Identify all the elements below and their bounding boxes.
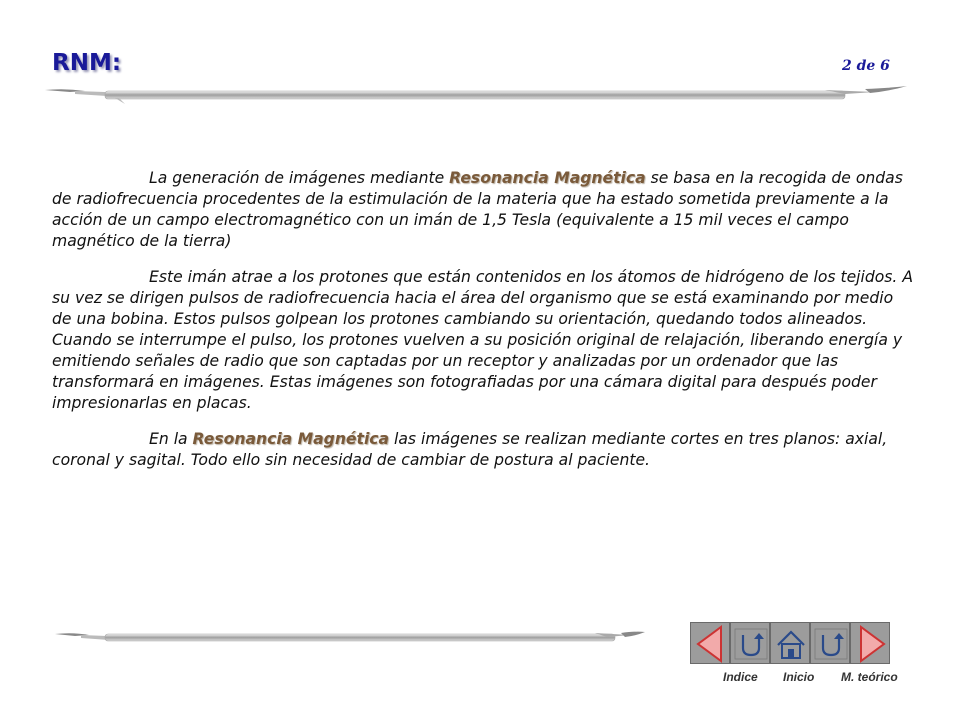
decorative-divider-bottom: [55, 626, 645, 648]
triangle-left-icon: [691, 623, 731, 665]
decorative-divider-top: [45, 84, 907, 106]
inicio-button[interactable]: [770, 622, 810, 664]
m-teorico-button[interactable]: [810, 622, 850, 664]
indice-button[interactable]: [730, 622, 770, 664]
inicio-link[interactable]: Inicio: [783, 670, 815, 684]
highlight-term: Resonancia Magnética: [449, 169, 646, 187]
page-indicator: 2 de 6: [842, 58, 890, 74]
u-turn-icon: [731, 623, 771, 665]
paragraph-1-start: La generación de imágenes mediante: [149, 169, 450, 187]
paragraph-1-end: se basa en la recogida de ondas de radiofrecuencia procedentes de la estimulación de la materia que ha estado sometida previamente a la acción de un campo electromagnético con un imán de 1,5 Tesla (equivalente a 15 mil veces el campo magnético de la tierra): [52, 169, 903, 250]
paragraph-3-end: las imágenes se realizan mediante cortes en tres planos: axial, coronal y sagital. Todo ello sin necesidad de cambiar de postura al paciente.: [52, 430, 888, 469]
paragraph-1: [52, 168, 914, 252]
paragraph-3-start: En la: [149, 430, 193, 448]
u-turn-icon: [811, 623, 851, 665]
navigation-labels: [723, 670, 923, 688]
indice-link[interactable]: Indice: [723, 670, 758, 684]
home-icon: [771, 623, 811, 665]
triangle-right-icon: [851, 623, 891, 665]
body-text: [52, 168, 914, 486]
page-title: RNM:: [52, 50, 122, 76]
previous-button[interactable]: [690, 622, 730, 664]
paragraph-3: [52, 429, 914, 471]
paragraph-2: Este imán atrae a los protones que están contenidos en los átomos de hidrógeno de los tejidos. A su vez se dirigen pulsos de radiofrecuencia hacia el área del organismo que se está examinando por medio de una bobina. Estos pulsos golpean los protones cambiando su orientación, quedando todos alineados. Cuando se interrumpe el pulso, los protones vuelven a su posición original de relajación, liberando energía y emitiendo señales de radio que son captadas por un receptor y analizadas por un ordenador que las transformará en imágenes. Estas imágenes son fotografiadas por una cámara digital para después poder impresionarlas en placas.: [52, 268, 913, 412]
m-teorico-link[interactable]: M. teórico: [841, 670, 898, 684]
highlight-term: Resonancia Magnética: [192, 430, 390, 448]
next-button[interactable]: [850, 622, 890, 664]
